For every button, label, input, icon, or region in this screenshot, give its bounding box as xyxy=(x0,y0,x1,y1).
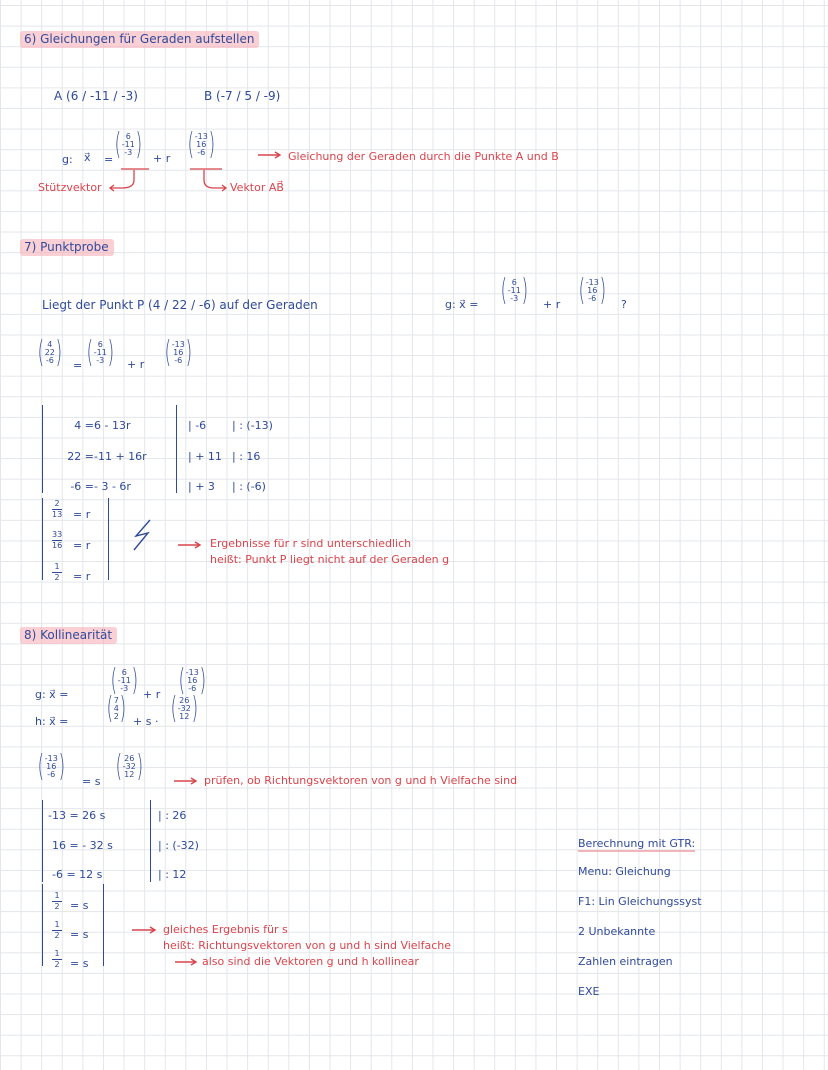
equals-7: = xyxy=(73,359,83,372)
label-vektor-ab: Vektor AB⃗ xyxy=(230,181,284,194)
result-8-2-text: = s xyxy=(70,928,89,941)
arrow-to-note-7 xyxy=(178,542,200,548)
question-plus-r: + r xyxy=(543,298,561,311)
question-text: Liegt der Punkt P (4 / 22 / -6) auf der Geraden xyxy=(42,298,318,312)
result-7-3-text: = r xyxy=(73,570,91,583)
note-check-multiples: prüfen, ob Richtungsvektoren von g und h Vielfache sind xyxy=(204,774,518,787)
contradiction-lightning xyxy=(134,520,150,550)
note-8-line-3: also sind die Vektoren g und h kollinear xyxy=(202,955,419,968)
check-direction-vector: ( -13 16 -6 ) xyxy=(164,335,192,370)
point-p-vector: ( 4 22 -6 ) xyxy=(37,335,62,370)
sys8-op-1: | : 26 xyxy=(158,809,187,822)
question-support-vector: ( 6 -11 -3 ) xyxy=(500,273,528,308)
gtr-title: Berechnung mit GTR: xyxy=(578,837,696,850)
result-8-2-fraction: 1 2 xyxy=(52,921,62,940)
point-a: A (6 / -11 / -3) xyxy=(54,89,138,103)
sys8-op-2: | : (-32) xyxy=(158,839,199,852)
equals-6: = xyxy=(104,153,114,166)
note-8-line-1: gleiches Ergebnis für s xyxy=(163,923,288,936)
g-direction-vector-8: ( -13 16 -6 ) xyxy=(178,663,206,698)
sys7-op1-2: | + 11 xyxy=(188,450,222,463)
h-plus-s-8: + s · xyxy=(133,715,159,728)
g-support-vector-8: ( 6 -11 -3 ) xyxy=(110,663,138,698)
compare-eq-s: = s xyxy=(82,775,101,788)
sys7-op1-3: | + 3 xyxy=(188,480,215,493)
question-direction-vector: ( -13 16 -6 ) xyxy=(578,273,606,308)
arrow-to-note-6 xyxy=(258,152,280,158)
result-8-3-fraction: 1 2 xyxy=(52,950,62,969)
sys8-op-3: | : 12 xyxy=(158,868,187,881)
sys8-row-3: -6 = 12 s xyxy=(52,868,103,881)
check-support-vector: ( 6 -11 -3 ) xyxy=(86,335,114,370)
plus-r-6: + r xyxy=(153,152,171,165)
gtr-line-enter: Zahlen eintragen xyxy=(578,955,673,968)
line-h-8: h: x⃗ = xyxy=(35,715,69,728)
direction-vector-6: ( -13 16 -6 ) xyxy=(187,127,215,162)
result-7-2-fraction: 33 16 xyxy=(52,530,63,550)
result-7-2-text: = r xyxy=(73,539,91,552)
sys7-op1-1: | -6 xyxy=(188,419,207,432)
arrow-to-check-8 xyxy=(174,778,196,784)
heading-section-8: 8) Kollinearität xyxy=(20,627,117,644)
point-b: B (-7 / 5 / -9) xyxy=(204,89,281,103)
gtr-line-unknowns: 2 Unbekannte xyxy=(578,925,656,938)
result-8-1-text: = s xyxy=(70,899,89,912)
sys8-row-2: 16 = - 32 s xyxy=(52,839,113,852)
heading-section-7: 7) Punktprobe xyxy=(20,239,114,256)
sys7-op2-2: | : 16 xyxy=(232,450,261,463)
arrow-to-note-8 xyxy=(132,927,155,933)
label-stuetzvektor: Stützvektor xyxy=(38,181,102,194)
sys7-lhs-2: 22 = xyxy=(67,450,94,463)
g-plus-r-8: + r xyxy=(143,688,161,701)
h-support-vector-8: ( 7 4 2 ) xyxy=(106,691,126,726)
compare-g-direction: ( -13 16 -6 ) xyxy=(37,749,65,784)
sys7-op2-1: | : (-13) xyxy=(232,419,273,432)
gtr-line-f1: F1: Lin Gleichungssyst xyxy=(578,895,702,908)
h-direction-vector-8: ( 26 -32 12 ) xyxy=(170,691,198,726)
result-8-1-fraction: 1 2 xyxy=(52,892,62,911)
result-8-3-text: = s xyxy=(70,957,89,970)
line-g-8: g: x⃗ = xyxy=(35,688,69,701)
question-mark: ? xyxy=(621,298,627,311)
sys7-rhs-3: - 3 - 6r xyxy=(94,480,131,493)
g-label-6: g: xyxy=(62,153,73,166)
gtr-line-menu: Menu: Gleichung xyxy=(578,865,671,878)
sys8-row-1: -13 = 26 s xyxy=(48,809,106,822)
heading-section-6: 6) Gleichungen für Geraden aufstellen xyxy=(20,31,259,48)
result-7-3-fraction: 1 2 xyxy=(52,563,62,582)
sys7-lhs-1: 4 = xyxy=(74,419,94,432)
result-7-1-fraction: 2 13 xyxy=(52,499,63,519)
support-vector-6: ( 6 -11 -3 ) xyxy=(114,127,142,162)
question-g: g: x⃗ = xyxy=(445,298,479,311)
check-plus-r: + r xyxy=(127,358,145,371)
result-7-1-text: = r xyxy=(73,508,91,521)
sys7-lhs-3: -6 = xyxy=(70,480,94,493)
note-7-line-1: Ergebnisse für r sind unterschiedlich xyxy=(210,537,412,550)
sys7-op2-3: | : (-6) xyxy=(232,480,266,493)
arrow-to-note-8-line-3 xyxy=(175,959,196,965)
note-line-through-ab: Gleichung der Geraden durch die Punkte A und B xyxy=(288,150,559,163)
note-7-line-2: heißt: Punkt P liegt nicht auf der Geraden g xyxy=(210,553,450,566)
sys7-rhs-2: -11 + 16r xyxy=(94,450,147,463)
note-8-line-2: heißt: Richtungsvektoren von g und h sind Vielfache xyxy=(163,939,452,952)
x-vector-6: x⃗ xyxy=(84,151,91,164)
gtr-line-exe: EXE xyxy=(578,985,600,998)
sys7-rhs-1: 6 - 13r xyxy=(94,419,131,432)
compare-h-direction: ( 26 -32 12 ) xyxy=(115,749,143,784)
